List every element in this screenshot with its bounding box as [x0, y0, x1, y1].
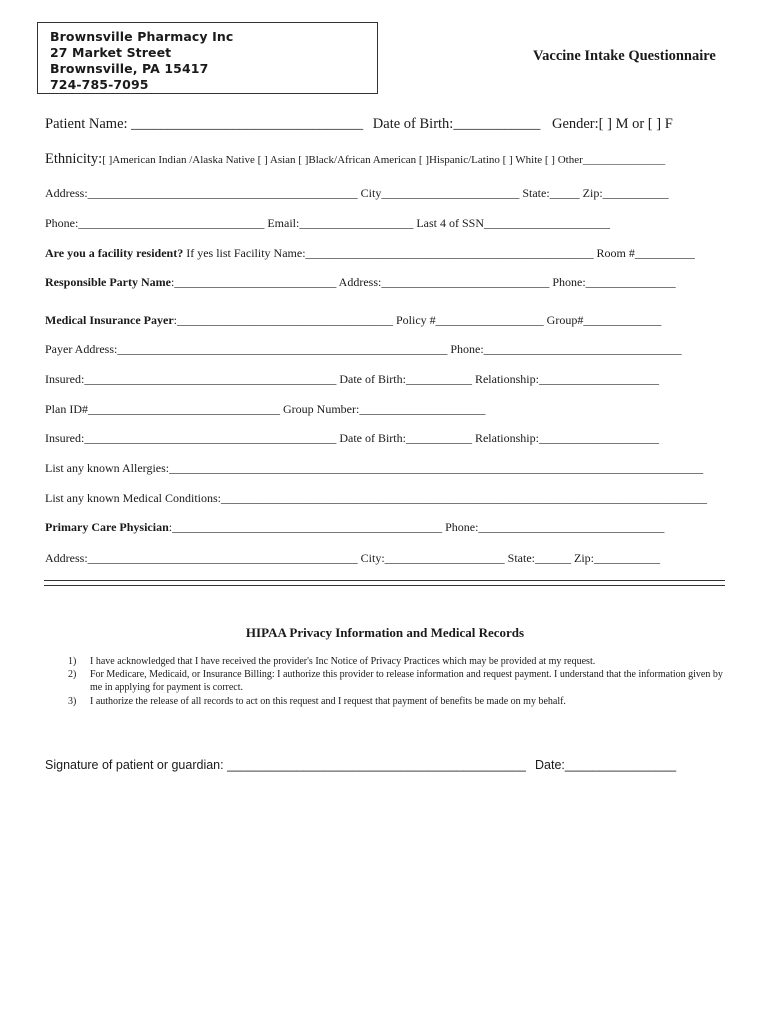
- signature-date-field[interactable]: Date:________________: [535, 758, 677, 772]
- hipaa-item-text: For Medicare, Medicaid, or Insurance Billing: I authorize this provider to release information and request payment. I understand that the information given by me in applying for payment is correct.: [90, 669, 723, 693]
- primary-care-row: [45, 520, 664, 535]
- gender-field[interactable]: Gender:[ ] M or [ ] F: [551, 116, 673, 132]
- patient-name-field[interactable]: Patient Name: ________________________________: [45, 116, 364, 132]
- insurance-payer-row: [45, 313, 661, 328]
- section-divider-secondary: [44, 585, 725, 586]
- hipaa-item-number: 2): [68, 669, 77, 680]
- patient-info-row: [45, 116, 673, 133]
- address-field[interactable]: Address:_____________________________________________ City_______________________ State:_____ Zip:___________: [45, 186, 669, 200]
- hipaa-item-number: 3): [68, 696, 77, 707]
- allergies-field[interactable]: List any known Allergies:_________________________________________________________________________________________: [45, 461, 704, 475]
- hipaa-item-text: I have acknowledged that I have received the provider's Inc Notice of Privacy Practices which may be provided at my request.: [90, 656, 596, 667]
- responsible-party-field[interactable]: :___________________________ Address:____________________________ Phone:_______________: [171, 275, 676, 289]
- ethnicity-options[interactable]: [ ]American Indian /Alaska Native [ ] Asian [ ]Black/African American [ ]Hispanic/Latino [ ] White [ ] Other_______________: [102, 154, 666, 166]
- pharmacy-phone: 724-785-7095: [50, 77, 149, 92]
- insurance-payer-label: Medical Insurance Payer: [45, 313, 174, 327]
- pharmacy-street: 27 Market Street: [50, 45, 172, 60]
- facility-question: Are you a facility resident?: [45, 246, 184, 260]
- form-title: Vaccine Intake Questionnaire: [533, 48, 716, 64]
- hipaa-title: HIPAA Privacy Information and Medical Records: [245, 625, 525, 640]
- insured-2-field[interactable]: Insured:__________________________________________ Date of Birth:___________ Relationship:____________________: [45, 431, 659, 445]
- signature-field[interactable]: Signature of patient or guardian: ___________________________________________: [45, 758, 526, 772]
- pharmacy-address-box: [37, 22, 378, 94]
- pharmacy-city-state-zip: Brownsville, PA 15417: [50, 61, 209, 76]
- ethnicity-row: [45, 151, 665, 168]
- pharmacy-name: Brownsville Pharmacy Inc: [50, 29, 234, 44]
- hipaa-item-number: 1): [68, 656, 77, 667]
- date-of-birth-field[interactable]: Date of Birth:____________: [372, 116, 541, 132]
- facility-name-field[interactable]: If yes list Facility Name:________________________________________________ Room #__________: [183, 246, 695, 260]
- pcp-address-field[interactable]: Address:_____________________________________________ City:____________________ State:______ Zip:___________: [45, 551, 660, 565]
- responsible-party-row: [45, 275, 676, 290]
- facility-resident-row: [45, 246, 695, 261]
- insured-1-field[interactable]: Insured:__________________________________________ Date of Birth:___________ Relationship:____________________: [45, 372, 659, 386]
- insurance-payer-field[interactable]: :____________________________________ Policy #__________________ Group#_____________: [173, 313, 662, 327]
- medical-conditions-field[interactable]: List any known Medical Conditions:_________________________________________________________________________________: [45, 491, 707, 505]
- phone-email-ssn-field[interactable]: Phone:_______________________________ Email:___________________ Last 4 of SSN_____________________: [45, 216, 610, 230]
- primary-care-field[interactable]: :_____________________________________________ Phone:_______________________________: [168, 520, 665, 534]
- section-divider: [44, 580, 725, 581]
- primary-care-label: Primary Care Physician: [45, 520, 169, 534]
- plan-id-field[interactable]: Plan ID#________________________________ Group Number:_____________________: [45, 402, 486, 416]
- hipaa-item-text: I authorize the release of all records to act on this request and I request that payment of benefits be made on my behalf.: [90, 696, 566, 707]
- ethnicity-label: Ethnicity:: [45, 151, 103, 167]
- responsible-party-label: Responsible Party Name: [45, 275, 171, 289]
- payer-address-field[interactable]: Payer Address:_______________________________________________________ Phone:_________________________________: [45, 342, 682, 356]
